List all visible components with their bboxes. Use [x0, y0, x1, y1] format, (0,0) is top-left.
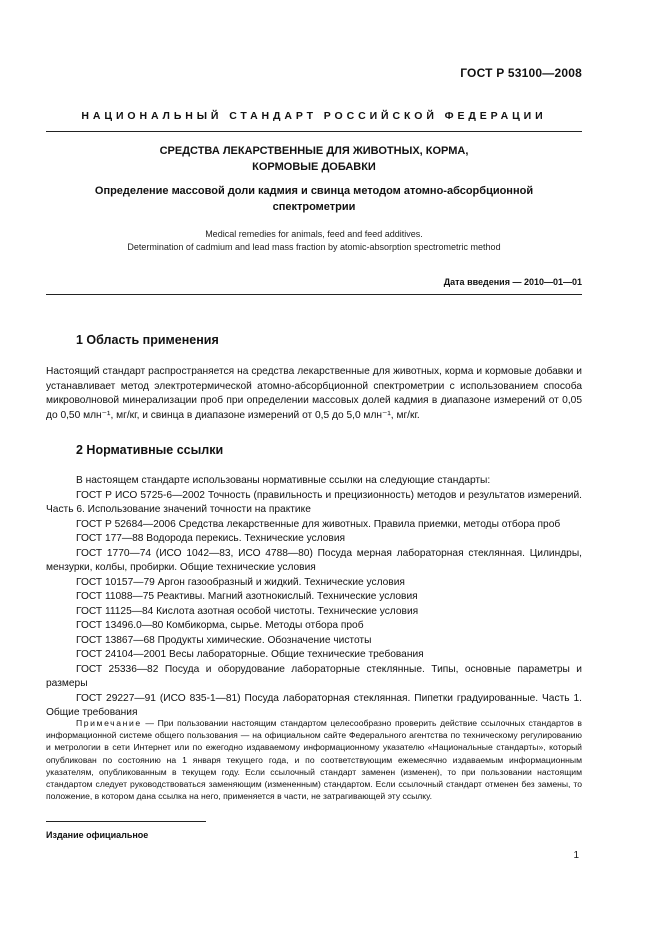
national-standard-banner: НАЦИОНАЛЬНЫЙ СТАНДАРТ РОССИЙСКОЙ ФЕДЕРАЦИИ [81, 110, 547, 122]
footer-divider [46, 821, 206, 822]
reference-item: ГОСТ 1770—74 (ИСО 1042—83, ИСО 4788—80) Посуда мерная лабораторная стеклянная. Цилиндры, мензурки, колбы, пробирки. Общие технические условия [46, 547, 582, 573]
document-title [46, 143, 582, 175]
document-subtitle [46, 183, 582, 215]
page-number: 1 [573, 850, 579, 861]
title-line-2: КОРМОВЫЕ ДОБАВКИ [252, 161, 376, 173]
reference-item: ГОСТ 11088—75 Реактивы. Магний азотнокислый. Технические условия [76, 591, 418, 602]
reference-item: ГОСТ 177—88 Водорода перекись. Технические условия [76, 533, 346, 544]
introduction-date: Дата введения — 2010—01—01 [443, 277, 582, 287]
normative-references-list [46, 474, 582, 721]
reference-item: ГОСТ 25336—82 Посуда и оборудование лабораторные стеклянные. Типы, основные параметры и размеры [46, 663, 582, 689]
reference-item: ГОСТ 29227—91 (ИСО 835-1—81) Посуда лабораторная стеклянная. Пипетки градуированные. Часть 1. Общие требования [46, 692, 582, 718]
references-intro: В настоящем стандарте использованы нормативные ссылки на следующие стандарты: [76, 475, 491, 486]
reference-item: ГОСТ 10157—79 Аргон газообразный и жидкий. Технические условия [76, 576, 405, 588]
english-title-line-2: Determination of cadmium and lead mass fraction by atomic-absorption spectrometric method [127, 242, 501, 252]
reference-item: ГОСТ 11125—84 Кислота азотная особой чистоты. Технические условия [76, 605, 419, 617]
reference-item: ГОСТ 24104—2001 Весы лабораторные. Общие технические требования [76, 649, 424, 660]
reference-item: ГОСТ 13496.0—80 Комбикорма, сырье. Методы отбора проб [76, 620, 364, 631]
reference-item: ГОСТ Р 52684—2006 Средства лекарственные для животных. Правила приемки, методы отбора проб [76, 518, 561, 530]
section-1-paragraph: Настоящий стандарт распространяется на средства лекарственные для животных, корма и кормовые добавки и устанавливает метод электротермической атомно-абсорбционной спектрометрии с использованием способа микроволновой минерализации проб при определении массовых долей кадмия в диапазоне измерений от 0,05 до 0,50 млн⁻¹, мг/кг, и свинца в диапазоне измерений от 0,5 до 5,0 млн⁻¹, мг/кг. [46, 366, 582, 421]
note-label: Примечание [76, 718, 142, 728]
english-title [46, 228, 582, 254]
note-block [46, 717, 582, 802]
section-1-heading: 1 Область применения [76, 333, 219, 347]
header-divider [46, 131, 582, 132]
subtitle-line-2: спектрометрии [272, 201, 356, 213]
gost-identifier: ГОСТ Р 53100—2008 [460, 66, 582, 80]
official-edition-label: Издание официальное [46, 830, 149, 840]
english-title-line-1: Medical remedies for animals, feed and feed additives. [205, 229, 423, 239]
subtitle-line-1: Определение массовой доли кадмия и свинца методом атомно-абсорбционной [94, 185, 534, 197]
date-divider [46, 294, 582, 295]
reference-item: ГОСТ 13867—68 Продукты химические. Обозначение чистоты [76, 634, 372, 646]
reference-item: ГОСТ Р ИСО 5725-6—2002 Точность (правильность и прецизионность) методов и результатов измерений. Часть 6. Использование значений точности на практике [46, 489, 582, 515]
note-text: — При пользовании настоящим стандартом целесообразно проверить действие ссылочных стандартов в информационной системе общего пользования — на официальном сайте Федерального агентства по техническому регулированию и метрологии в сети Интернет или по ежегодно издаваемому информационному указателю «Национальные стандарты», который опубликован по состоянию на 1 января текущего года, и по соответствующим ежемесячно издаваемым информационным указателям, опубликованным в текущем году. Если ссылочный стандарт заменен (изменен), то при пользовании настоящим стандартом следует руководствоваться заменяющим (измененным) стандартом. Если ссылочный стандарт отменен без замены, то положение, в котором дана ссылка на него, применяется в части, не затрагивающей эту ссылку. [46, 718, 582, 802]
section-2-heading: 2 Нормативные ссылки [76, 443, 224, 457]
title-line-1: СРЕДСТВА ЛЕКАРСТВЕННЫЕ ДЛЯ ЖИВОТНЫХ, КОРМА, [159, 145, 469, 157]
